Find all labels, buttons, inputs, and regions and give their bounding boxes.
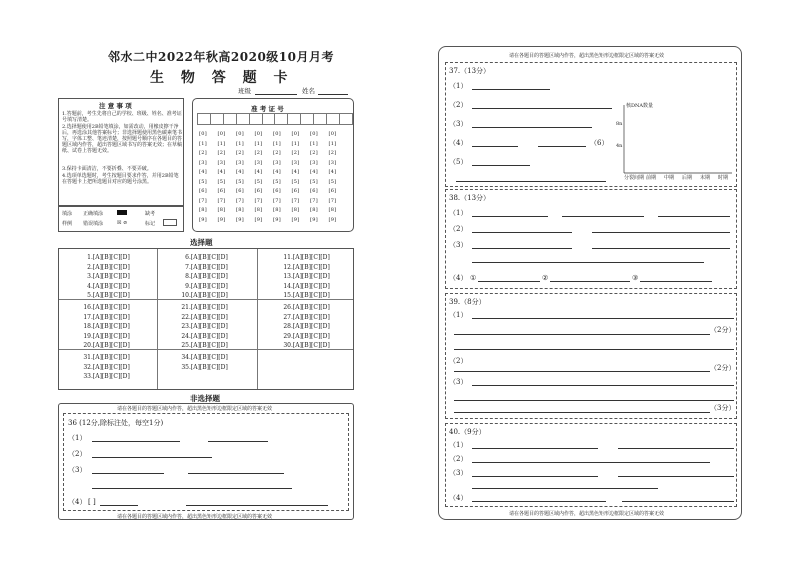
q37-chart-xtick-3: 中期 [664, 175, 675, 181]
choice-options[interactable]: [A][B][C][D] [292, 273, 330, 280]
exam-id-bubble[interactable]: [2] [217, 150, 226, 156]
choice-question-19[interactable]: 19.[A][B][C][D] [79, 333, 130, 341]
choice-question-number: 17 [83, 313, 91, 321]
exam-id-bubble[interactable]: [8] [291, 207, 300, 213]
choice-section-title: 选择题 [190, 238, 213, 247]
q37-chart-xtick-1: 分裂间期 [624, 175, 645, 181]
choice-question-23[interactable]: 23.[A][B][C][D] [177, 323, 228, 331]
choice-question-3[interactable]: 3.[A][B][C][D] [79, 273, 130, 281]
q39-points-1: （2分） [710, 326, 736, 334]
exam-id-bubble[interactable]: [1] [291, 140, 300, 147]
exam-id-bubble[interactable]: [5] [217, 178, 226, 185]
q40-header: 40.（9分） [449, 428, 486, 436]
wrong-fill-swatch: ☒ ⊘ [117, 220, 128, 226]
notes-title: 注 意 事 项 [99, 102, 132, 110]
correct-fill-label: 正确填涂 [83, 211, 104, 217]
exam-id-bubble[interactable]: [0] [291, 131, 300, 137]
exam-id-bubble[interactable]: [5] [291, 178, 300, 185]
choice-options[interactable]: [A][B][C][D] [92, 373, 130, 380]
choice-question-number: 29 [283, 332, 291, 340]
exam-id-bubble[interactable]: [1] [328, 140, 337, 147]
choice-question-8[interactable]: 8.[A][B][C][D] [177, 273, 228, 281]
exam-id-bubble[interactable]: [0] [254, 131, 263, 137]
choice-options[interactable]: [A][B][C][D] [190, 342, 228, 349]
exam-id-bubble[interactable]: [7] [254, 197, 263, 204]
notes-item-3: 3.保持卡面清洁，不要折叠、不要弄破。 [62, 166, 152, 172]
exam-id-bubble[interactable]: [2] [236, 150, 244, 156]
right-top-note: 请在各题目的答题区域内作答，超出黑色矩形边框限定区域的答案无效 [509, 53, 665, 59]
exam-id-bubble[interactable]: [6] [291, 188, 300, 194]
exam-id-bubble[interactable]: [6] [273, 188, 281, 194]
choice-question-31[interactable]: 31.[A][B][C][D] [79, 354, 130, 362]
exam-id-bubble-row[interactable] [199, 207, 349, 217]
exam-id-bubble-row[interactable] [199, 169, 349, 179]
choice-question-33[interactable]: 33.[A][B][C][D] [79, 373, 130, 381]
choice-question-number: 31 [83, 354, 91, 361]
choice-question-number: 23 [181, 323, 189, 330]
q37-row-1: （1） [449, 82, 468, 90]
exam-id-bubble[interactable]: [2] [273, 150, 281, 156]
choice-question-11[interactable]: 11.[A][B][C][D] [279, 254, 330, 262]
exam-id-bubble[interactable]: [8] [254, 207, 263, 213]
choice-question-14[interactable]: 14.[A][B][C][D] [279, 283, 330, 291]
choice-options[interactable]: [A][B][C][D] [190, 313, 228, 321]
q36-answer-area[interactable] [63, 413, 349, 511]
exam-id-bubble[interactable]: [3] [217, 159, 226, 166]
choice-question-number: 6 [185, 254, 189, 261]
choice-question-2[interactable]: 2.[A][B][C][D] [79, 264, 130, 272]
q40-row-3: （3） [449, 469, 468, 477]
exam-id-bubble[interactable]: [4] [310, 169, 318, 175]
exam-id-bubble[interactable]: [3] [254, 159, 263, 166]
name-field[interactable] [318, 94, 348, 95]
choice-question-30[interactable]: 30.[A][B][C][D] [279, 342, 330, 350]
choice-options[interactable]: [A][B][C][D] [190, 282, 228, 290]
choice-options[interactable]: [A][B][C][D] [190, 292, 228, 299]
exam-id-bubble[interactable]: [3] [273, 159, 281, 166]
choice-options[interactable]: [A][B][C][D] [190, 354, 228, 361]
choice-question-6[interactable]: 6.[A][B][C][D] [177, 254, 228, 262]
choice-question-35[interactable]: 35.[A][B][C][D] [177, 364, 228, 372]
q36-bracket: [ ] [88, 498, 96, 506]
choice-question-32[interactable]: 32.[A][B][C][D] [79, 364, 130, 372]
exam-id-bubble[interactable]: [9] [236, 216, 244, 223]
choice-question-28[interactable]: 28.[A][B][C][D] [279, 323, 330, 331]
choice-options[interactable]: [A][B][C][D] [92, 313, 130, 321]
exam-id-bubble[interactable]: [0] [217, 131, 226, 137]
exam-id-bubble[interactable]: [4] [199, 169, 207, 175]
choice-question-13[interactable]: 13.[A][B][C][D] [279, 273, 330, 281]
exam-id-bubble[interactable]: [5] [310, 178, 318, 185]
choice-options[interactable]: [A][B][C][D] [190, 323, 228, 330]
choice-question-number: 13 [283, 273, 291, 280]
choice-options[interactable]: [A][B][C][D] [92, 332, 130, 340]
exam-id-bubble[interactable]: [2] [310, 150, 318, 156]
right-bottom-note: 请在各题目的答题区域内作答，超出黑色矩形边框限定区域的答案无效 [509, 511, 665, 517]
choice-grid-divider [59, 299, 353, 300]
q38-row-4: （4） [449, 274, 468, 282]
exam-id-bubbles[interactable] [199, 131, 349, 226]
choice-question-number: 12 [283, 263, 291, 271]
absent-mark-box[interactable] [163, 219, 177, 226]
choice-question-5[interactable]: 5.[A][B][C][D] [79, 292, 130, 300]
choice-options[interactable]: [A][B][C][D] [292, 304, 330, 311]
choice-grid-divider [157, 249, 158, 389]
q39-row-3: （3） [449, 378, 468, 386]
sample-label: 填涂 [62, 211, 73, 217]
choice-options[interactable]: [A][B][C][D] [92, 254, 130, 261]
choice-question-number: 30 [283, 342, 291, 349]
choice-question-22[interactable]: 22.[A][B][C][D] [177, 314, 228, 322]
q36-row-3: （3） [68, 466, 87, 474]
choice-options[interactable]: [A][B][C][D] [292, 254, 330, 261]
exam-id-bubble[interactable]: [4] [273, 169, 281, 175]
exam-id-bubble[interactable]: [2] [291, 150, 300, 156]
exam-id-bubble-row[interactable] [199, 179, 349, 189]
choice-options[interactable]: [A][B][C][D] [292, 292, 330, 299]
q38-row-1: （1） [449, 209, 468, 217]
exam-id-bubble[interactable]: [7] [273, 197, 281, 204]
exam-id-bubble[interactable]: [3] [236, 159, 244, 166]
q37-chart-xtick-2: 前期 [646, 175, 657, 181]
q39-row-2: （2） [449, 357, 468, 365]
choice-question-number: 22 [181, 313, 189, 321]
exam-id-bubble[interactable]: [4] [328, 169, 337, 175]
exam-id-bubble[interactable]: [1] [254, 140, 263, 147]
choice-options[interactable]: [A][B][C][D] [92, 282, 130, 290]
choice-question-number: 9 [185, 282, 189, 290]
exam-id-title: 准 考 证 号 [251, 105, 284, 113]
class-field[interactable] [255, 94, 297, 95]
exam-id-bubble[interactable]: [1] [273, 140, 281, 147]
choice-question-number: 35 [181, 363, 189, 371]
exam-id-bubble-row[interactable] [199, 217, 349, 227]
choice-question-number: 11 [283, 254, 291, 261]
exam-id-bubble[interactable]: [8] [236, 207, 244, 213]
q37-row-3: （3） [449, 120, 468, 128]
q37-paren-6: （6） [590, 139, 609, 147]
exam-id-bubble[interactable]: [5] [236, 178, 244, 185]
notes-box [58, 98, 184, 206]
absent-label: 缺考 [145, 211, 156, 217]
choice-question-number: 2 [87, 263, 91, 271]
example-label: 样例 [62, 221, 73, 227]
exam-id-bubble[interactable]: [7] [217, 197, 226, 204]
q37-chart [616, 101, 734, 183]
choice-question-4[interactable]: 4.[A][B][C][D] [79, 283, 130, 291]
exam-id-bubble-row[interactable] [199, 160, 349, 170]
exam-id-bubble[interactable]: [9] [310, 216, 318, 223]
exam-id-bubble[interactable]: [1] [199, 140, 207, 147]
choice-options[interactable]: [A][B][C][D] [292, 332, 330, 340]
q37-chart-y-8n: 8n [616, 121, 623, 127]
choice-question-21[interactable]: 21.[A][B][C][D] [177, 304, 228, 312]
exam-id-bubble[interactable]: [5] [199, 178, 207, 185]
choice-question-number: 26 [283, 304, 291, 311]
choice-question-29[interactable]: 29.[A][B][C][D] [279, 333, 330, 341]
exam-id-bubble[interactable]: [0] [310, 131, 318, 137]
exam-id-bubble[interactable]: [9] [328, 216, 337, 223]
q38-header: 38.（13分） [449, 194, 491, 202]
choice-question-10[interactable]: 10.[A][B][C][D] [177, 292, 228, 300]
choice-question-number: 15 [283, 292, 291, 299]
q37-chart-xtick-4: 后期 [682, 175, 693, 181]
exam-id-bubble[interactable]: [4] [236, 169, 244, 175]
exam-id-bubble-row[interactable] [199, 150, 349, 160]
exam-id-bubble[interactable]: [1] [310, 140, 318, 147]
exam-id-bubble[interactable]: [7] [310, 197, 318, 204]
choice-options[interactable]: [A][B][C][D] [92, 304, 130, 311]
notes-item-2: 2.选择题使用2B铅笔填涂，如需改动，用橡皮擦干净后，再选涂其他答案标号；非选择题使用黑色碳素笔书写，字体工整、笔迹清楚，按照题号顺序在各题目的答题区域内作答，超出答题区域书写的答案无效；在草稿纸、试卷上答题无效。 [62, 124, 183, 154]
q37-row-5: （5） [449, 158, 468, 166]
exam-id-bubble[interactable]: [4] [291, 169, 300, 175]
choice-question-number: 19 [83, 332, 91, 340]
exam-id-bubble[interactable]: [3] [328, 159, 337, 166]
choice-options[interactable]: [A][B][C][D] [292, 313, 330, 321]
choice-question-number: 25 [181, 342, 189, 349]
q38-circled-1: ① [470, 274, 477, 282]
choice-options[interactable]: [A][B][C][D] [190, 332, 228, 340]
choice-question-number: 20 [83, 342, 91, 349]
exam-id-bubble[interactable]: [6] [217, 188, 226, 194]
choice-box [58, 248, 354, 390]
exam-id-box [192, 98, 354, 232]
choice-question-number: 33 [83, 373, 91, 380]
q37-chart-xtick-6: 时期 [718, 175, 729, 181]
q36-row-1: （1） [68, 434, 87, 442]
choice-question-20[interactable]: 20.[A][B][C][D] [79, 342, 130, 350]
name-label: 姓名 [302, 87, 315, 95]
exam-id-bubble[interactable]: [8] [199, 207, 207, 213]
choice-question-number: 28 [283, 323, 291, 330]
choice-options[interactable]: [A][B][C][D] [292, 263, 330, 271]
exam-id-bubble[interactable]: [9] [273, 216, 281, 223]
exam-id-bubble[interactable]: [9] [217, 216, 226, 223]
choice-question-15[interactable]: 15.[A][B][C][D] [279, 292, 330, 300]
choice-options[interactable]: [A][B][C][D] [292, 342, 330, 349]
exam-id-bubble[interactable]: [8] [217, 207, 226, 213]
choice-question-25[interactable]: 25.[A][B][C][D] [177, 342, 228, 350]
choice-options[interactable]: [A][B][C][D] [92, 292, 130, 299]
q38-answer-area[interactable] [445, 189, 737, 289]
exam-id-bubble[interactable]: [6] [199, 188, 207, 194]
exam-id-bubble[interactable]: [2] [254, 150, 263, 156]
notes-item-1: 1.答题前，考生先将自己的学校、班级、姓名、准考证号填写清楚。 [62, 111, 182, 123]
choice-options[interactable]: [A][B][C][D] [190, 263, 228, 271]
mark-label: 标记 [145, 221, 156, 227]
exam-id-bubble[interactable]: [8] [273, 207, 281, 213]
exam-id-bubble[interactable]: [7] [328, 197, 337, 204]
exam-id-bubble[interactable]: [1] [217, 140, 226, 147]
exam-id-bubble[interactable]: [8] [328, 207, 337, 213]
choice-options[interactable]: [A][B][C][D] [292, 323, 330, 330]
choice-question-number: 24 [181, 332, 189, 340]
q36-header: 36 (12分,除标注处，每空1分) [68, 419, 164, 427]
choice-question-number: 34 [181, 354, 189, 361]
q38-circled-3: ③ [632, 274, 639, 282]
q40-row-1: （1） [449, 441, 468, 449]
exam-id-bubble[interactable]: [6] [236, 188, 244, 194]
exam-id-bubble[interactable]: [5] [328, 178, 337, 185]
fill-legend-box [58, 206, 184, 232]
choice-question-24[interactable]: 24.[A][B][C][D] [177, 333, 228, 341]
exam-id-bubble[interactable]: [9] [291, 216, 300, 223]
exam-id-bubble[interactable]: [2] [199, 150, 207, 156]
q39-row-1: （1） [449, 311, 468, 319]
right-page-frame [438, 46, 742, 520]
card-subtitle: 生 物 答 题 卡 [150, 70, 294, 86]
q37-chart-y-4n: 4n [616, 143, 623, 149]
q36-top-note: 请在各题目的答题区域内作答，超出黑色矩形边框限定区域的答案无效 [117, 406, 273, 412]
q39-points-3: （3分） [710, 404, 736, 412]
exam-id-bubble[interactable]: [9] [254, 216, 263, 223]
q37-header: 37.（13分） [449, 67, 491, 75]
q39-header: 39.（8分） [449, 298, 486, 306]
exam-id-bubble[interactable]: [6] [328, 188, 337, 194]
choice-question-16[interactable]: 16.[A][B][C][D] [79, 304, 130, 312]
q36-outer-box [58, 403, 354, 520]
choice-question-number: 27 [283, 313, 291, 321]
choice-question-number: 3 [87, 273, 91, 280]
choice-question-number: 4 [87, 282, 91, 290]
q36-bottom-note: 请在各题目的答题区域内作答，超出黑色矩形边框限定区域的答案无效 [117, 514, 273, 520]
choice-question-12[interactable]: 12.[A][B][C][D] [279, 264, 330, 272]
exam-title: 邻水二中2022年秋高2020级10月月考 [108, 50, 334, 64]
q37-chart-ylabel: 核DNA数量 [626, 103, 653, 109]
choice-grid-divider [59, 349, 353, 350]
choice-question-26[interactable]: 26.[A][B][C][D] [279, 304, 330, 312]
exam-id-bubble[interactable]: [1] [236, 140, 244, 147]
exam-id-bubble[interactable]: [0] [273, 131, 281, 137]
q36-row-2: （2） [68, 450, 87, 458]
exam-id-bubble[interactable]: [6] [310, 188, 318, 194]
q37-chart-svg [616, 101, 734, 183]
q39-answer-area[interactable] [445, 293, 737, 419]
exam-id-bubble[interactable]: [2] [328, 150, 337, 156]
exam-id-bubble[interactable]: [7] [199, 197, 207, 204]
choice-options[interactable]: [A][B][C][D] [190, 254, 228, 261]
choice-options[interactable]: [A][B][C][D] [92, 363, 130, 371]
choice-question-17[interactable]: 17.[A][B][C][D] [79, 314, 130, 322]
exam-id-bubble[interactable]: [9] [199, 216, 207, 223]
choice-question-number: 32 [83, 363, 91, 371]
q38-row-3: （3） [449, 241, 468, 249]
q38-row-2: （2） [449, 225, 468, 233]
choice-question-34[interactable]: 34.[A][B][C][D] [177, 354, 228, 362]
exam-id-bubble[interactable]: [8] [310, 207, 318, 213]
q37-chart-xtick-5: 末期 [700, 175, 711, 181]
q40-answer-area[interactable] [445, 423, 737, 507]
choice-question-7[interactable]: 7.[A][B][C][D] [177, 264, 228, 272]
exam-id-bubble[interactable]: [7] [291, 197, 300, 204]
exam-id-bubble[interactable]: [0] [199, 131, 207, 137]
q38-circled-2: ② [542, 274, 549, 282]
choice-question-number: 5 [87, 292, 91, 299]
q37-row-2: （2） [449, 101, 468, 109]
exam-id-bubble-row[interactable] [199, 188, 349, 198]
q40-row-2: （2） [449, 455, 468, 463]
exam-id-bubble[interactable]: [4] [254, 169, 263, 175]
exam-id-bubble[interactable]: [0] [236, 131, 244, 137]
choice-question-number: 16 [83, 304, 91, 311]
choice-options[interactable]: [A][B][C][D] [190, 304, 228, 311]
choice-question-number: 18 [83, 323, 91, 330]
exam-id-bubble[interactable]: [5] [254, 178, 263, 185]
q40-row-4: （4） [449, 494, 468, 502]
choice-options[interactable]: [A][B][C][D] [92, 263, 130, 271]
q37-row-4: （4） [449, 139, 468, 147]
choice-options[interactable]: [A][B][C][D] [92, 273, 130, 280]
class-label: 班级 [238, 87, 251, 95]
wrong-fill-label: 错误填涂 [83, 221, 104, 227]
choice-question-27[interactable]: 27.[A][B][C][D] [279, 314, 330, 322]
exam-id-bubble[interactable]: [3] [291, 159, 300, 166]
exam-id-bubble-row[interactable] [199, 131, 349, 141]
choice-question-number: 1 [87, 254, 91, 261]
exam-id-bubble[interactable]: [0] [328, 131, 337, 137]
nonchoice-section-title: 非选择题 [190, 394, 220, 403]
choice-options[interactable]: [A][B][C][D] [92, 354, 130, 361]
choice-question-number: 10 [181, 292, 189, 299]
exam-id-bubble[interactable]: [7] [236, 197, 244, 204]
exam-id-bubble[interactable]: [5] [273, 178, 281, 185]
choice-options[interactable]: [A][B][C][D] [292, 282, 330, 290]
choice-question-number: 7 [185, 263, 189, 271]
choice-grid-divider [257, 249, 258, 389]
correct-fill-swatch [117, 210, 127, 215]
exam-id-write-cells[interactable] [197, 113, 353, 125]
exam-id-bubble[interactable]: [4] [217, 169, 226, 175]
exam-id-bubble[interactable]: [3] [310, 159, 318, 166]
q37-answer-area[interactable] [445, 62, 737, 187]
choice-options[interactable]: [A][B][C][D] [92, 342, 130, 349]
choice-question-number: 21 [181, 304, 189, 311]
q39-points-2: （2分） [710, 364, 736, 372]
choice-question-18[interactable]: 18.[A][B][C][D] [79, 323, 130, 331]
notes-item-4: 4.选项单选题时，考生按题目要求作答，并用2B铅笔在答题卡上把所选题目对应的题号涂黑。 [62, 173, 179, 185]
exam-id-bubble[interactable]: [3] [199, 159, 207, 166]
choice-options[interactable]: [A][B][C][D] [190, 363, 228, 371]
choice-question-number: 14 [283, 282, 291, 290]
choice-options[interactable]: [A][B][C][D] [92, 323, 130, 330]
q36-row-4: （4） [68, 498, 87, 506]
exam-id-bubble-row[interactable] [199, 198, 349, 208]
choice-options[interactable]: [A][B][C][D] [190, 273, 228, 280]
choice-question-1[interactable]: 1.[A][B][C][D] [79, 254, 130, 262]
exam-id-bubble[interactable]: [6] [254, 188, 263, 194]
exam-id-bubble-row[interactable] [199, 141, 349, 151]
choice-question-9[interactable]: 9.[A][B][C][D] [177, 283, 228, 291]
choice-question-number: 8 [185, 273, 189, 280]
